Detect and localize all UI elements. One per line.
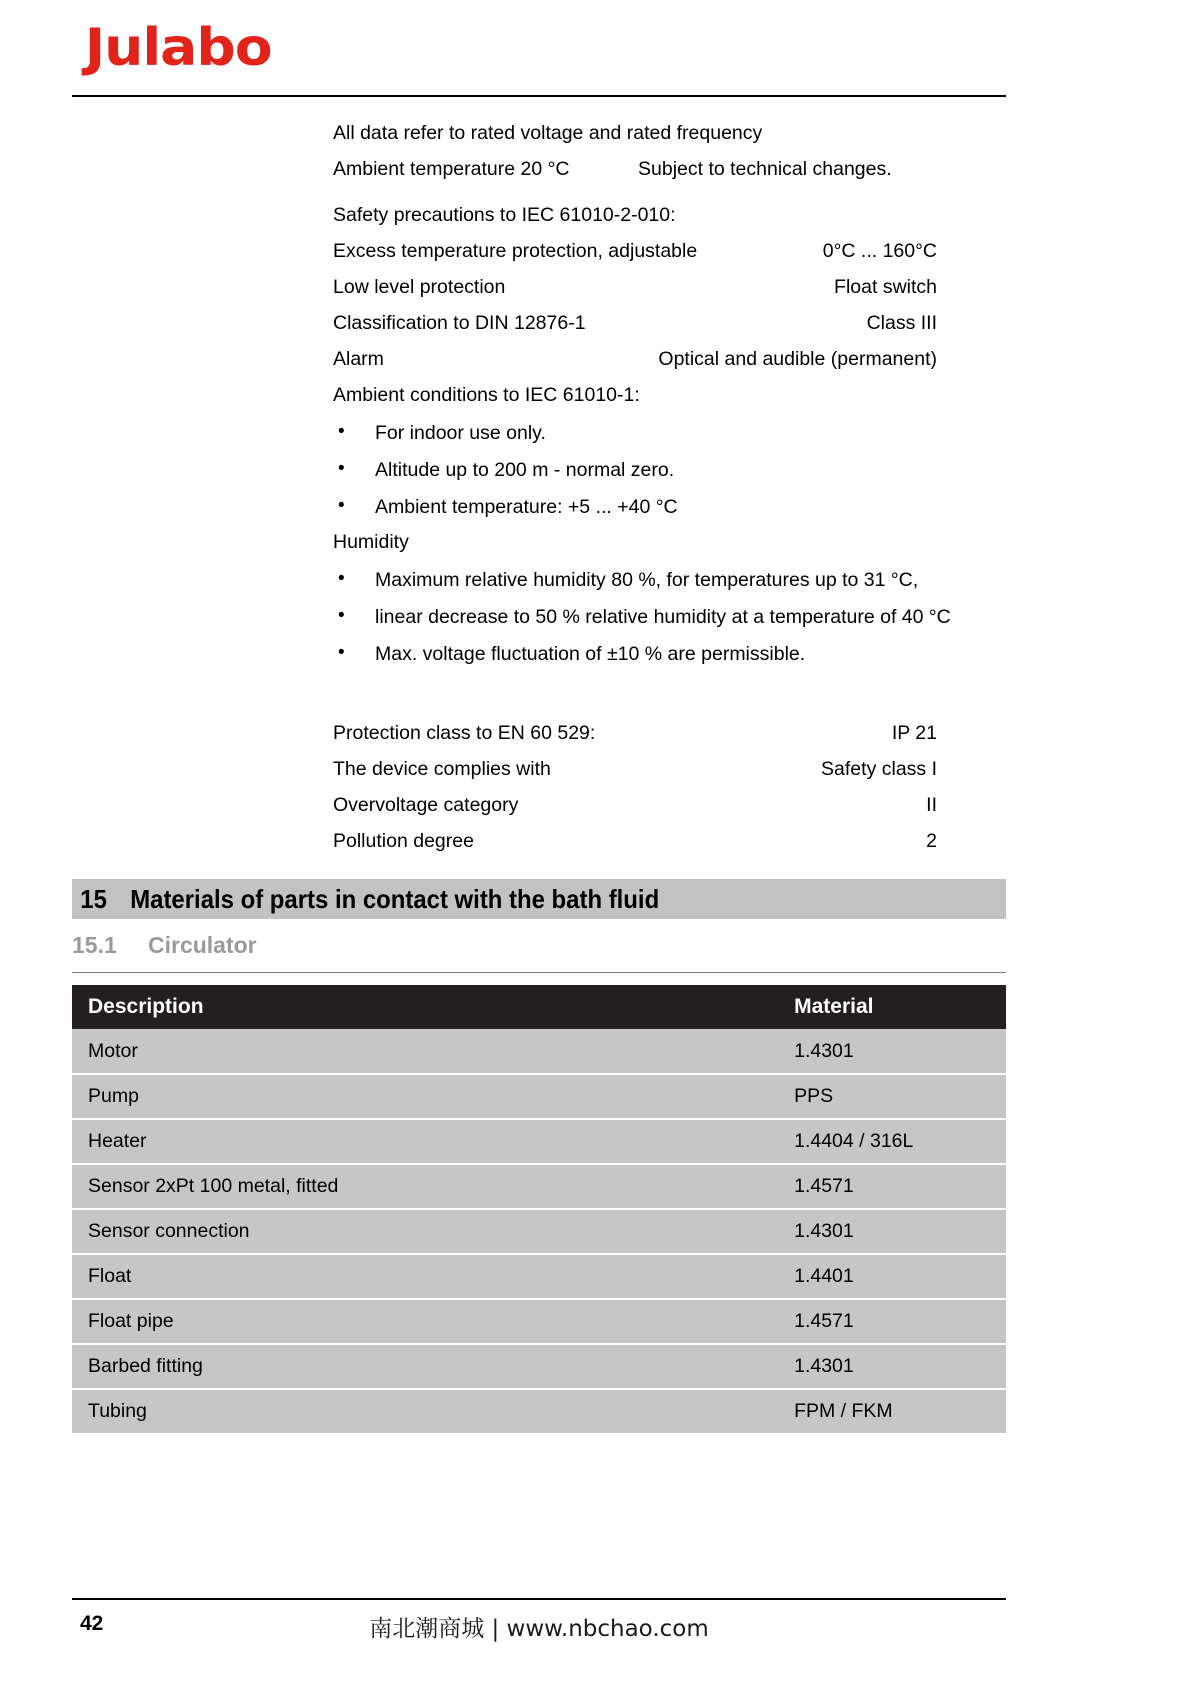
spec-label: Pollution degree [333, 830, 474, 852]
list-item [333, 459, 937, 496]
table-row [72, 1344, 1006, 1389]
cell-material: 1.4301 [794, 1220, 854, 1242]
list-item-label: Ambient temperature: +5 ... +40 °C [375, 496, 678, 518]
cell-material: 1.4301 [794, 1039, 854, 1062]
cell-material: 1.4301 [794, 1355, 854, 1377]
spec-label: Classification to DIN 12876-1 [333, 312, 586, 334]
spec-label: Excess temperature protection, adjustable [333, 240, 698, 262]
header-divider [72, 95, 1006, 97]
ambient-temperature-line [333, 160, 937, 196]
section-heading-bar [72, 879, 1006, 919]
spec-value: Optical and audible (permanent) [658, 348, 937, 370]
list-item-label: Max. voltage fluctuation of ±10 % are permissible. [375, 643, 806, 665]
spec-row-excess-temperature [333, 242, 937, 278]
table-body [72, 1029, 1006, 1434]
table-header [72, 985, 1006, 1029]
bullet-icon: • [338, 642, 345, 663]
cell-description: Pump [88, 1085, 139, 1107]
list-item [333, 422, 937, 459]
page-footer [72, 1606, 1006, 1656]
section-number: 15 [80, 883, 107, 914]
spec-label: Protection class to EN 60 529: [333, 722, 596, 744]
bullet-icon: • [338, 605, 345, 626]
table-row [72, 1164, 1006, 1209]
list-item-label: Maximum relative humidity 80 %, for temperatures up to 31 °C, [375, 569, 919, 591]
list-item-label: For indoor use only. [375, 422, 546, 444]
bullet-icon: • [338, 568, 345, 589]
table-row [72, 1209, 1006, 1254]
list-item [333, 496, 937, 533]
subsection-title: Circulator [148, 932, 257, 958]
subsection-heading [72, 932, 1006, 964]
spec-value: Safety class I [821, 758, 937, 780]
spec-label: The device complies with [333, 758, 551, 780]
materials-table [72, 985, 1006, 1435]
julabo-logo: Julabo [84, 18, 272, 78]
bullet-icon: • [338, 495, 345, 516]
spec-value: Float switch [834, 276, 937, 298]
cell-material: PPS [794, 1085, 834, 1107]
spec-value: 0°C ... 160°C [822, 240, 937, 262]
humidity-list [333, 568, 951, 680]
column-header-material: Material [794, 995, 874, 1018]
table-row [72, 1254, 1006, 1299]
cell-description: Sensor connection [88, 1220, 250, 1242]
page-number: 42 [80, 1612, 104, 1635]
bullet-icon: • [338, 458, 345, 479]
list-item-label: Altitude up to 200 m - normal zero. [375, 459, 675, 481]
list-item-label: linear decrease to 50 % relative humidity at a temperature of 40 °C [375, 606, 951, 628]
cell-material: 1.4571 [794, 1175, 854, 1197]
subsection-number: 15.1 [72, 932, 117, 958]
spec-value: II [926, 794, 937, 816]
cell-description: Float pipe [88, 1310, 174, 1332]
ambient-conditions-list [333, 422, 937, 533]
table-row [72, 1029, 1006, 1074]
spec-row-alarm [333, 350, 937, 386]
table-row [72, 1299, 1006, 1344]
footer-divider [72, 1598, 1006, 1600]
spacer [333, 680, 937, 724]
spec-label: Overvoltage category [333, 794, 519, 816]
list-item [333, 605, 951, 643]
footer-source-text: 南北潮商城 | www.nbchao.com [369, 1616, 709, 1642]
spec-row-protection-class [333, 724, 937, 760]
ambient-temperature-label: Ambient temperature 20 °C [333, 158, 570, 180]
cell-description: Sensor 2xPt 100 metal, fitted [88, 1175, 339, 1197]
ambient-conditions-heading: Ambient conditions to IEC 61010-1: [333, 384, 640, 406]
spec-row-classification [333, 314, 937, 350]
intro-line: All data refer to rated voltage and rated frequency [333, 122, 763, 144]
cell-material: FPM / FKM [794, 1400, 893, 1422]
table-row [72, 1074, 1006, 1119]
cell-material: 1.4571 [794, 1310, 854, 1332]
table-row [72, 1119, 1006, 1164]
technical-changes-note: Subject to technical changes. [638, 158, 892, 180]
bullet-icon: • [338, 421, 345, 442]
page-header [72, 18, 1006, 94]
safety-precautions-heading: Safety precautions to IEC 61010-2-010: [333, 204, 676, 226]
list-item [333, 569, 937, 606]
specifications-content [333, 122, 951, 868]
cell-material: 1.4404 / 316L [794, 1130, 914, 1152]
spec-label: Low level protection [333, 276, 506, 298]
spec-value: IP 21 [891, 722, 937, 744]
table-row [72, 1389, 1006, 1434]
spec-value: Class III [866, 312, 937, 334]
spec-row-low-level-protection [333, 278, 937, 314]
table-header-row [72, 985, 1006, 1029]
list-item [333, 643, 937, 680]
section-title: Materials of parts in contact with the bath fluid [130, 883, 660, 914]
table-top-divider [72, 972, 1006, 973]
spec-row-overvoltage-category [333, 796, 937, 832]
column-header-description: Description [88, 995, 204, 1018]
cell-material: 1.4401 [794, 1265, 854, 1287]
cell-description: Motor [88, 1039, 138, 1062]
humidity-heading: Humidity [333, 531, 409, 553]
spec-row-device-complies [333, 760, 937, 796]
cell-description: Barbed fitting [88, 1355, 203, 1377]
cell-description: Tubing [88, 1400, 147, 1422]
cell-description: Heater [88, 1130, 147, 1152]
spec-value: 2 [926, 830, 937, 852]
spec-label: Alarm [333, 348, 384, 370]
spec-row-pollution-degree [333, 832, 937, 868]
cell-description: Float [88, 1265, 132, 1287]
